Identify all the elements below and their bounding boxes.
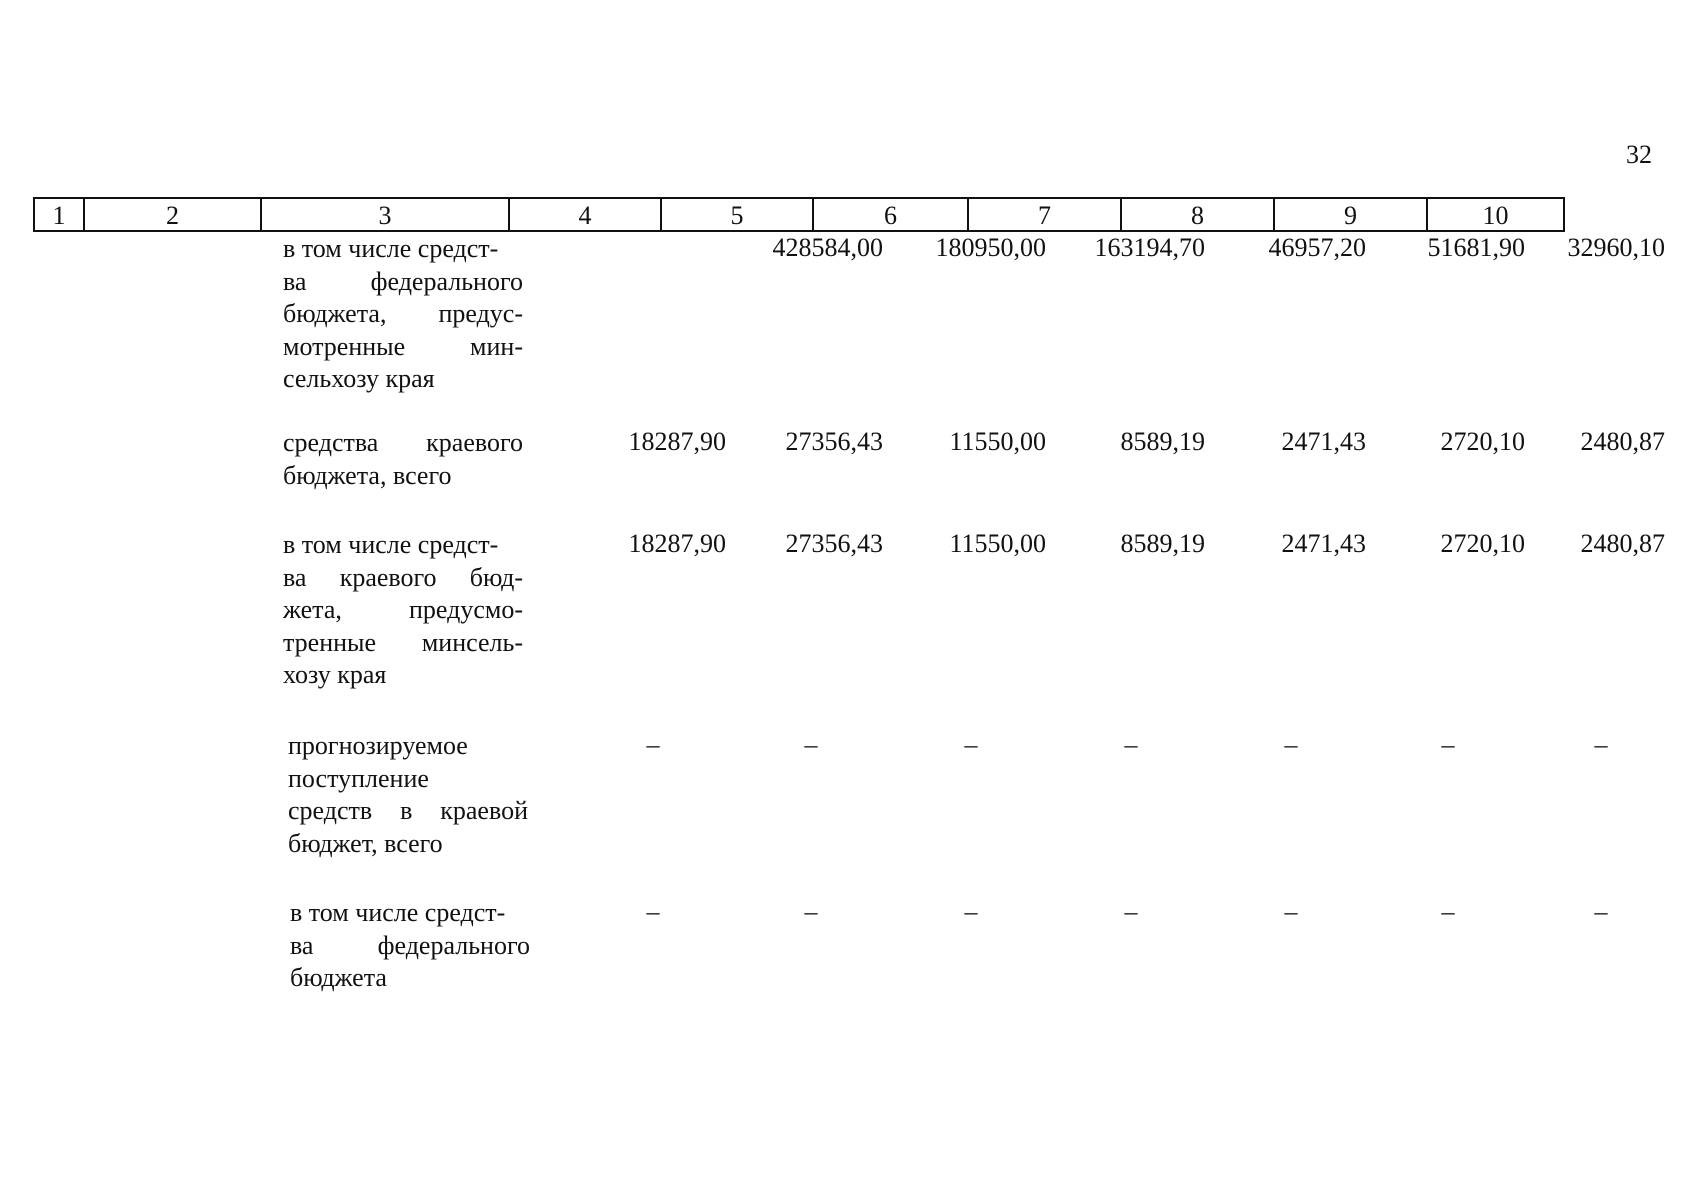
description-line: ва федерального	[290, 930, 530, 960]
value-col-9: 2720,10	[1440, 529, 1525, 558]
description-line: бюджет, всего	[288, 828, 443, 858]
value-col-9: –	[1441, 897, 1455, 926]
value-col-8: –	[1284, 897, 1298, 926]
value-col-9: –	[1441, 730, 1455, 759]
description-line: сельхозу края	[283, 364, 435, 393]
value-col-4: 18287,90	[628, 427, 726, 456]
value-col-6: 11550,00	[949, 427, 1046, 456]
value-col-6: 180950,00	[935, 233, 1046, 262]
value-col-6: –	[964, 730, 978, 759]
column-header-7: 7	[968, 198, 1121, 231]
column-header-1: 1	[34, 198, 84, 231]
page-number: 32	[1626, 140, 1652, 169]
value-col-5: –	[804, 730, 818, 759]
description-line: хозу края	[283, 660, 387, 689]
value-col-4: 18287,90	[628, 529, 726, 558]
column-header-9: 9	[1274, 198, 1427, 231]
value-col-8: –	[1284, 730, 1298, 759]
description-line: в том числе средст-	[290, 898, 506, 927]
column-header-6: 6	[813, 198, 968, 231]
row-description	[283, 427, 523, 492]
value-col-6: –	[964, 897, 978, 926]
value-col-8: 46957,20	[1268, 233, 1366, 262]
description-line: бюджета, предус-	[283, 299, 523, 328]
description-line: средств в краевой	[288, 796, 528, 825]
column-header-3: 3	[261, 198, 509, 231]
header-row	[34, 198, 1564, 231]
table-body	[33, 233, 1665, 1017]
description-line: бюджета	[290, 963, 387, 992]
description-line: средства краевого	[283, 428, 523, 457]
value-col-7: –	[1124, 730, 1138, 759]
description-line: ва федерального	[283, 266, 523, 296]
value-col-8: 2471,43	[1281, 427, 1366, 456]
value-col-9: 51681,90	[1427, 233, 1525, 262]
value-col-5: 428584,00	[772, 233, 883, 262]
description-line: поступление	[288, 763, 429, 793]
description-line: тренные минсель-	[283, 627, 523, 657]
table-row	[33, 897, 1653, 1017]
description-line: в том числе средст-	[283, 234, 499, 263]
column-header-5: 5	[661, 198, 813, 231]
value-col-4: –	[646, 897, 660, 926]
column-header-10: 10	[1427, 198, 1564, 231]
value-col-7: –	[1124, 897, 1138, 926]
value-col-5: 27356,43	[785, 427, 883, 456]
description-line: в том числе средст-	[283, 530, 499, 559]
value-col-6: 11550,00	[949, 529, 1046, 558]
description-line: ва краевого бюд-	[283, 562, 523, 592]
row-description	[283, 529, 523, 692]
value-col-4: –	[646, 730, 660, 759]
row-description	[288, 730, 528, 860]
value-col-5: –	[804, 897, 818, 926]
table-row	[33, 730, 1653, 897]
value-col-8: 2471,43	[1281, 529, 1366, 558]
column-header-2: 2	[84, 198, 261, 231]
column-number-header	[33, 197, 1565, 232]
value-col-5: 27356,43	[785, 529, 883, 558]
column-header-8: 8	[1121, 198, 1274, 231]
table-row	[33, 529, 1665, 730]
value-col-7: 8589,19	[1120, 427, 1205, 456]
description-line: прогнозируемое	[288, 731, 468, 760]
value-col-10: 32960,10	[1567, 233, 1665, 262]
value-col-10: 2480,87	[1580, 427, 1665, 456]
description-line: бюджета, всего	[283, 460, 452, 490]
column-header-4: 4	[509, 198, 661, 231]
value-col-10: 2480,87	[1580, 529, 1665, 558]
table-row	[33, 427, 1665, 529]
row-description	[283, 233, 523, 396]
description-line: мотренные мин-	[283, 331, 523, 361]
value-col-7: 8589,19	[1120, 529, 1205, 558]
value-col-10: –	[1594, 730, 1608, 759]
value-col-10: –	[1594, 897, 1608, 926]
description-line: жета, предусмо-	[283, 595, 523, 624]
value-col-7: 163194,70	[1094, 233, 1205, 262]
value-col-9: 2720,10	[1440, 427, 1525, 456]
row-description	[290, 897, 530, 995]
table-row	[33, 233, 1665, 427]
